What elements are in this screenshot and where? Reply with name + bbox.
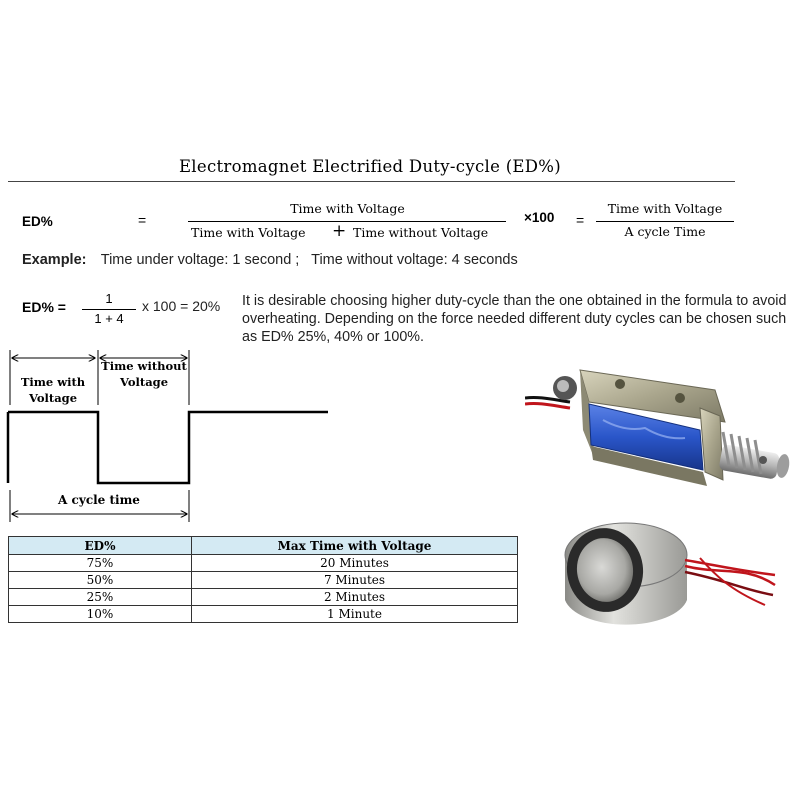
formula-denominator-2: A cycle Time: [624, 224, 706, 239]
formula-fraction-line-2: [596, 221, 734, 222]
formula-equals: =: [138, 212, 147, 228]
example-fraction-line: [82, 309, 136, 310]
formula-multiplier: ×100: [524, 210, 555, 225]
holding-electromagnet-photo: [562, 523, 775, 625]
table-cell-ed: 50%: [9, 572, 192, 589]
table-cell-time: 20 Minutes: [192, 555, 518, 572]
table-row: [9, 589, 518, 606]
example-formula-lhs: ED% =: [22, 299, 66, 315]
example-numerator: 1: [105, 291, 113, 306]
table-header-max-time: Max Time with Voltage: [192, 537, 518, 555]
label-time-without-voltage: Time without Voltage: [101, 359, 187, 389]
table-cell-ed: 75%: [9, 555, 192, 572]
formula-numerator-2: Time with Voltage: [607, 201, 723, 216]
formula-denominator-b: Time without Voltage: [353, 225, 489, 240]
table-header-ed: ED%: [9, 537, 192, 555]
label-cycle-time: A cycle time: [58, 493, 140, 507]
formula-denominator-a: Time with Voltage: [191, 225, 306, 240]
example-denominator: 1 + 4: [94, 311, 124, 326]
table-cell-ed: 10%: [9, 606, 192, 623]
formula-plus: +: [332, 221, 347, 241]
label-time-with-voltage: Time with Voltage: [20, 375, 86, 405]
duty-cycle-table: [8, 536, 518, 623]
table-row: [9, 572, 518, 589]
formula-lhs: ED%: [22, 214, 53, 229]
title-divider: [8, 181, 735, 182]
page-title: Electromagnet Electrified Duty-cycle (ED%): [178, 157, 562, 176]
formula-equals-2: =: [576, 212, 585, 228]
formula-fraction-line: [188, 221, 506, 222]
explanation-paragraph: It is desirable choosing higher duty-cycle than the one obtained in the formula to avoid overheating. Depending on the force needed different duty cycles can be chosen such as ED% 25%, 40% or 100%.: [242, 293, 787, 345]
example-label: Example:: [22, 252, 87, 268]
table-row: [9, 555, 518, 572]
table-cell-time: 2 Minutes: [192, 589, 518, 606]
square-wave: [8, 412, 328, 483]
table-cell-time: 7 Minutes: [192, 572, 518, 589]
table-cell-time: 1 Minute: [192, 606, 518, 623]
table-row: [9, 606, 518, 623]
table-cell-ed: 25%: [9, 589, 192, 606]
table-header-row: [9, 537, 518, 555]
example-text: Time under voltage: 1 second ; Time without voltage: 4 seconds: [97, 252, 518, 268]
solenoid-photo: [525, 370, 791, 486]
product-photos: [525, 360, 800, 640]
example-result: x 100 = 20%: [142, 298, 221, 314]
formula-numerator: Time with Voltage: [290, 201, 405, 216]
